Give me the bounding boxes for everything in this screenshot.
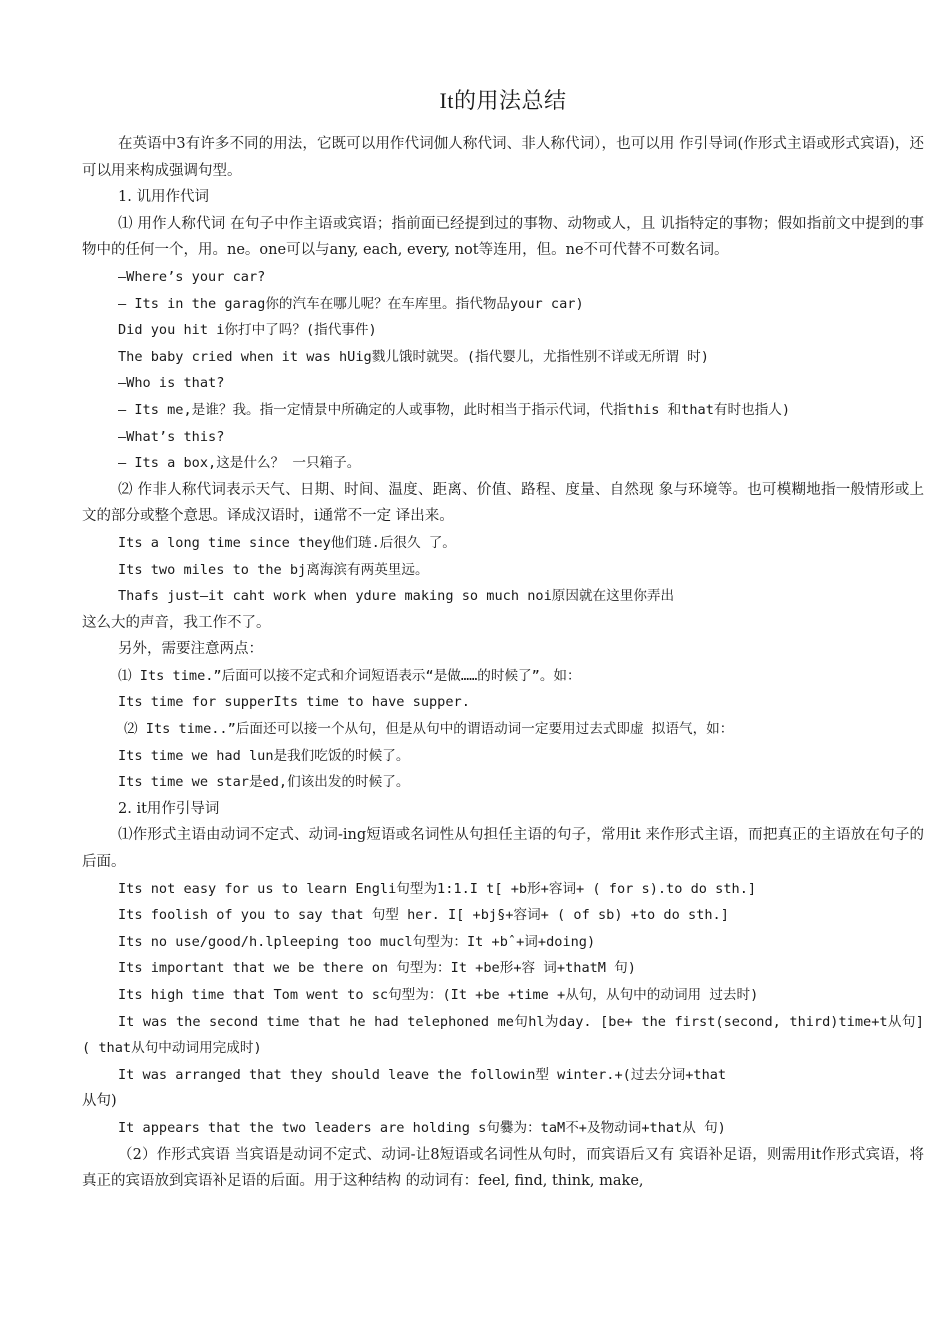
example-line: Its time for supperIts time to have supper. xyxy=(118,694,470,711)
pattern-line: Its foolish of you to say that 句型 her. I[ +bj§+容词+ ( of sb) +to do sth.] xyxy=(118,907,729,924)
paragraph-formal-subject: ⑴作形式主语由动词不定式、动词-ing短语或名词性从句担任主语的句子，常用it 来作形式主语，而把真正的主语放在句子的后面。 xyxy=(82,827,924,871)
example-line: Thafs just—it caht work when ydure making so much noi原因就在这里你弄出 xyxy=(118,588,675,605)
example-line: — Its a box,这是什么？ 一只箱子。 xyxy=(118,455,361,472)
pattern-line: It appears that the two leaders are holding s句爨为：taM不+及物动词+that从 句) xyxy=(118,1119,726,1136)
example-line: — Its me,是谁？我。指一定情景中所确定的人或事物，此时相当于指示代词，代指this 和that有时也指人) xyxy=(118,401,791,418)
example-line: Its a long time since they他们琏.后很久 了。 xyxy=(118,534,456,551)
page-title: It的用法总结 xyxy=(439,88,567,113)
example-line: Its time we star是ed,们该出发的时候了。 xyxy=(118,774,410,791)
paragraph-formal-object: （2）作形式宾语 当宾语是动词不定式、动词-让8短语或名词性从句时，而宾语后又有 宾语补足语，则需用it作形式宾语，将真正的宾语放到宾语补足语的后面。用于这种结构 的动词有：feel, find, think, make, xyxy=(82,1146,924,1190)
example-line: — Its in the garag你的汽车在哪儿呢？在车库里。指代物品your car) xyxy=(118,295,584,312)
example-line: The baby cried when it was hUig戮儿饿时就哭。(指代婴儿，尤指性别不详或无所谓 时) xyxy=(118,348,709,365)
section-heading-2: 2. it用作引导词 xyxy=(118,800,220,817)
pattern-line: It was the second time that he had telephoned me句hl为day. [be+ the first(second, third)time+t从句] ( that从句中动词用完成时) xyxy=(82,1013,924,1057)
section-heading-1: 1. 讥用作代词 xyxy=(118,189,209,206)
pattern-line-continued: 从句) xyxy=(82,1093,117,1110)
example-line: Its time we had lun是我们吃饭的时候了。 xyxy=(118,747,410,764)
pattern-line: It was arranged that they should leave the followin型 winter.+(过去分词+that xyxy=(118,1066,727,1083)
pattern-line: Its important that we be there on 句型为：It +be形+容 词+thatM 句) xyxy=(118,960,636,977)
example-line: Did you hit i你打中了吗？(指代事件) xyxy=(118,322,377,339)
example-line: Its two miles to the bj离海滨有两英里远。 xyxy=(118,561,429,578)
pattern-line: Its not easy for us to learn Engli句型为1:1.I t[ +b形+容词+ ( for s).to do sth.] xyxy=(118,880,757,897)
example-line-continued: 这么大的声音，我工作不了。 xyxy=(82,614,271,631)
paragraph-impersonal-pronoun: ⑵ 作非人称代词表示天气、日期、时间、温度、距离、价值、路程、度量、自然现 象与环境等。也可模糊地指一般情形或上文的部分或整个意思。译成汉语时，i通常不一定 译出来。 xyxy=(82,481,924,525)
note-item: ⑴ Its time.”后面可以接不定式和介词短语表示“是做……的时候了”。如： xyxy=(118,667,581,684)
pattern-line: Its high time that Tom went to sc句型为：(It +be +time +从句，从句中的动词用 过去时) xyxy=(118,987,759,1003)
example-line: —Who is that? xyxy=(118,375,225,392)
example-line: —Where’s your car? xyxy=(118,268,266,285)
intro-paragraph: 在英语中3有许多不同的用法，它既可以用作代词伽人称代词、非人称代词），也可以用 作引导词(作形式主语或形式宾语)，还可以用来构成强调句型。 xyxy=(82,136,924,179)
note-item: ⑵ Its time..”后面还可以接一个从句，但是从句中的谓语动词一定要用过去式即虚 拟语气，如： xyxy=(124,721,734,738)
paragraph-personal-pronoun: ⑴ 用作人称代词 在句子中作主语或宾语；指前面已经提到过的事物、动物或人，且 讥指特定的事物；假如指前文中提到的事物中的任何一个，用。ne。one可以与any, each, every, not等连用，但。ne不可代替不可数名词。 xyxy=(82,215,924,259)
document-page xyxy=(82,84,924,1195)
example-line: —What’s this? xyxy=(118,428,225,445)
pattern-line: Its no use/good/h.lpleeping too mucl句型为：It +bˆ+词+doing) xyxy=(118,933,596,950)
note-heading: 另外，需要注意两点： xyxy=(118,641,263,658)
